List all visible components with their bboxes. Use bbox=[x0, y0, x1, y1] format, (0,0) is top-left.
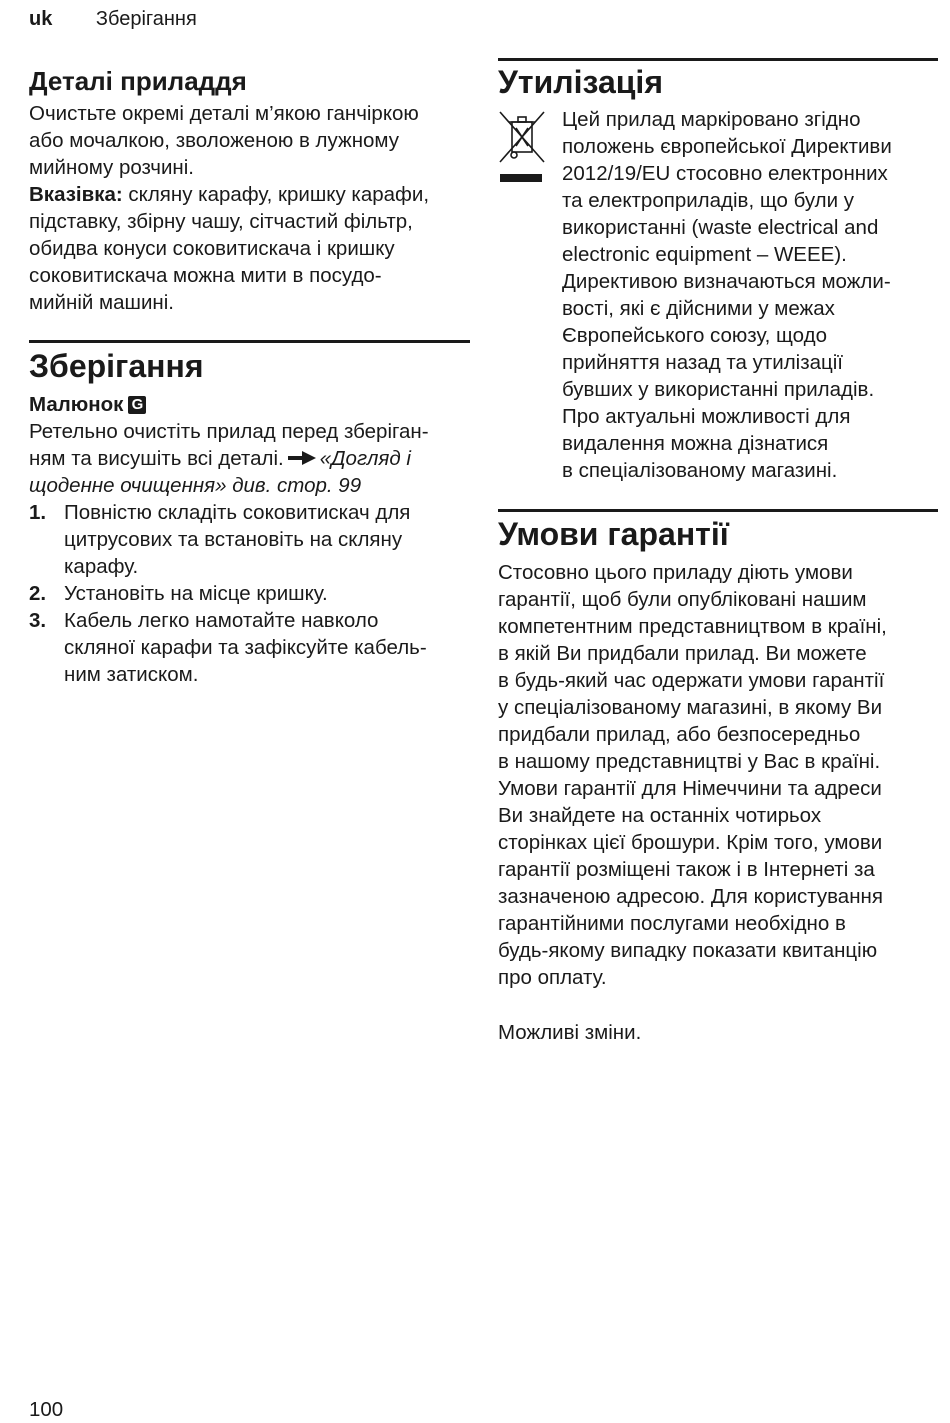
disposal-line: видалення можна дізнатися bbox=[562, 432, 829, 455]
disposal-line: вості, які є дійсними у межах bbox=[562, 297, 835, 320]
step-text bbox=[64, 580, 328, 607]
warranty-line: про оплату. bbox=[498, 966, 607, 989]
disposal-line: бувших у використанні приладів. bbox=[562, 378, 875, 401]
warranty-line: Умови гарантії для Німеччини та адреси bbox=[498, 777, 882, 800]
step-line: скляної карафи та зафіксуйте кабель- bbox=[64, 636, 427, 659]
warranty-line: Ви знайдете на останніх чотирьох bbox=[498, 804, 822, 827]
step-line: Повністю складіть соковитискач для bbox=[64, 501, 411, 524]
warranty-heading: Умови гарантії bbox=[498, 516, 729, 552]
warranty-line: в будь-який час одержати умови гарантії bbox=[498, 669, 885, 692]
disposal-line: та електроприладів, що були у bbox=[562, 189, 855, 212]
figure-label: Малюнок bbox=[29, 393, 124, 416]
cross-reference: «Догляд і bbox=[319, 447, 411, 470]
storage-heading: Зберігання bbox=[29, 348, 204, 384]
parts-line: мийному розчині. bbox=[29, 156, 194, 179]
disposal-line: electronic equipment – WEEE). bbox=[562, 243, 847, 266]
disposal-line: положень європейської Директиви bbox=[562, 135, 892, 158]
note-text: скляну карафу, кришку карафи, bbox=[122, 183, 430, 206]
warranty-line: зазначеною адресою. Для користування bbox=[498, 885, 883, 908]
storage-body bbox=[29, 391, 469, 688]
parts-line: або мочалкою, зволоженою в лужному bbox=[29, 129, 400, 152]
header-section-title: Зберігання bbox=[95, 8, 197, 30]
list-item bbox=[29, 607, 469, 688]
figure-reference bbox=[29, 391, 469, 418]
step-number: 2. bbox=[29, 582, 47, 605]
warranty-line: придбали прилад, або безпосередньо bbox=[498, 723, 861, 746]
storage-intro-text: ням та висушіть всі деталі. bbox=[29, 447, 284, 470]
note-line: підставку, збірну чашу, сітчастий фільтр, bbox=[29, 210, 413, 233]
language-code: uk bbox=[29, 8, 53, 30]
disposal-line: Європейського союзу, щодо bbox=[562, 324, 827, 347]
warranty-line: в нашому представництві у Вас в країні. bbox=[498, 750, 881, 773]
warranty-line: будь-якому випадку показати квитанцію bbox=[498, 939, 878, 962]
disposal-heading: Утилізація bbox=[498, 64, 663, 100]
parts-body bbox=[29, 100, 469, 316]
step-line: Кабель легко намотайте навколо bbox=[64, 609, 379, 632]
list-item bbox=[29, 580, 469, 607]
step-number: 1. bbox=[29, 501, 47, 524]
step-line: карафу. bbox=[64, 555, 139, 578]
warranty-line: компетентним представництвом в країні, bbox=[498, 615, 887, 638]
cross-reference-cont: щоденне очищення» див. стор. 99 bbox=[29, 474, 362, 497]
disposal-line: Директивою визначаються можли- bbox=[562, 270, 891, 293]
list-item bbox=[29, 499, 469, 580]
crossed-out-wheelie-bin-icon bbox=[498, 110, 546, 190]
figure-letter-badge: G bbox=[128, 396, 146, 414]
step-line: Установіть на місце кришку. bbox=[64, 582, 328, 605]
running-header bbox=[29, 6, 197, 32]
section-divider bbox=[29, 340, 470, 343]
disposal-line: прийняття назад та утилізації bbox=[562, 351, 844, 374]
disposal-line: Про актуальні можливості для bbox=[562, 405, 851, 428]
warranty-line: сторінках цієї брошури. Крім того, умови bbox=[498, 831, 883, 854]
storage-intro-line bbox=[29, 445, 469, 472]
step-line: ним затиском. bbox=[64, 663, 199, 686]
weee-symbol bbox=[498, 106, 562, 484]
disposal-line: в спеціалізованому магазині. bbox=[562, 459, 838, 482]
warranty-body bbox=[498, 559, 938, 991]
section-divider bbox=[498, 58, 938, 61]
warranty-line: в якій Ви придбали прилад. Ви можете bbox=[498, 642, 867, 665]
disposal-text bbox=[562, 106, 938, 484]
warranty-line: гарантії, щоб були опубліковані нашим bbox=[498, 588, 867, 611]
step-number: 3. bbox=[29, 609, 47, 632]
warranty-line: гарантії розміщені також і в Інтернеті за bbox=[498, 858, 875, 881]
disposal-line: використанні (waste electrical and bbox=[562, 216, 879, 239]
parts-line: Очистьте окремі деталі м’якою ганчіркою bbox=[29, 102, 419, 125]
warranty-line: Стосовно цього приладу діють умови bbox=[498, 561, 853, 584]
section-divider bbox=[498, 509, 938, 512]
warranty-line: гарантійними послугами необхідно в bbox=[498, 912, 846, 935]
arrow-right-icon bbox=[288, 451, 316, 465]
disposal-block bbox=[498, 106, 938, 484]
step-line: цитрусових та встановіть на скляну bbox=[64, 528, 403, 551]
disposal-line: Цей прилад маркіровано згідно bbox=[562, 108, 861, 131]
steps-list bbox=[29, 499, 469, 688]
parts-note bbox=[29, 181, 469, 208]
warranty-line: у спеціалізованому магазині, в якому Ви bbox=[498, 696, 883, 719]
note-line: мийній машині. bbox=[29, 291, 174, 314]
disposal-line: 2012/19/EU стосовно електронних bbox=[562, 162, 888, 185]
step-text bbox=[64, 607, 427, 688]
note-line: обидва конуси соковитискача і кришку bbox=[29, 237, 395, 260]
note-label: Вказівка: bbox=[29, 183, 123, 206]
note-line: соковитискача можна мити в посудо- bbox=[29, 264, 382, 287]
storage-intro-line: Ретельно очистіть прилад перед зберіган- bbox=[29, 420, 429, 443]
changes-note: Можливі зміни. bbox=[498, 1021, 642, 1044]
parts-heading: Деталі приладдя bbox=[29, 66, 247, 96]
step-text bbox=[64, 499, 410, 580]
page-number: 100 bbox=[29, 1398, 64, 1421]
